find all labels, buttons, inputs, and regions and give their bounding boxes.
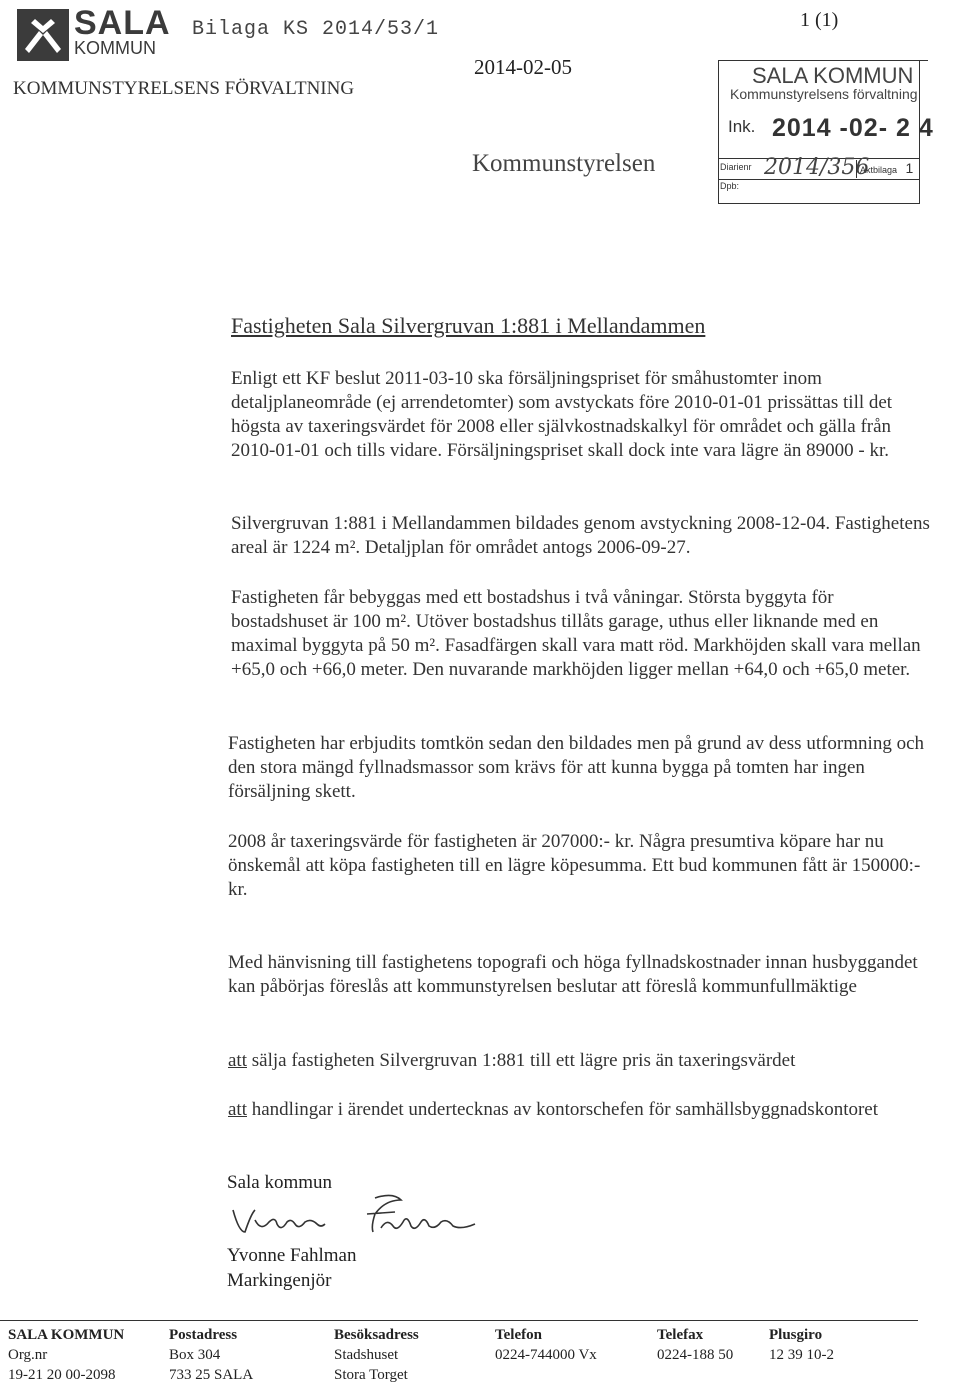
footer-fax xyxy=(657,1325,733,1365)
footer-plusgiro-number: 12 39 10-2 xyxy=(769,1347,834,1363)
stamp-aktbilaga-label: Aktbilaga xyxy=(860,165,898,175)
paragraph-building-rules: Fastigheten får bebyggas med ett bostadshus i två våningar. Största byggyta för bostadshuset är 100 m². Utöver bostadshus tillåts garage, uthus eller liknande med en maximal byggyta på 50 m². Fasadfärgen skall vara matt röd. Markhöjden skall vara mellan +65,0 och +66,0 meter. Den nuvarande markhöjden ligger mellan +64,0 och +65,0 meter. xyxy=(231,587,921,680)
att-word: att xyxy=(228,1050,247,1071)
logo-subname: KOMMUN xyxy=(74,38,156,58)
signer-name: Yvonne Fahlman xyxy=(227,1245,357,1266)
footer-org-number: 19-21 20 00-2098 xyxy=(8,1367,116,1383)
handwritten-signature xyxy=(225,1192,485,1248)
footer-phone-number: 0224-744000 Vx xyxy=(495,1347,597,1363)
attachment-reference: Bilaga KS 2014/53/1 xyxy=(192,18,440,41)
paragraph-valuation: 2008 år taxeringsvärde för fastigheten är 207000:- kr. Några presumtiva köpare har nu önskemål att köpa fastigheten till en lägre köpesumma. Ett bud kommunen fått är 150000:- kr. xyxy=(228,831,921,900)
signer-role: Markingenjör xyxy=(227,1270,332,1291)
proposal-point-documents-text: handlingar i ärendet undertecknas av kontorschefen för samhällsbyggnadskontoret xyxy=(247,1099,879,1120)
proposal-point-sell xyxy=(228,1049,928,1073)
stamp-subtitle: Kommunstyrelsens förvaltning xyxy=(730,86,918,102)
footer-phone-heading: Telefon xyxy=(495,1327,542,1343)
proposal-point-documents xyxy=(228,1098,928,1122)
stamp-dpb-label: Dpb: xyxy=(720,181,740,191)
footer-org-label: Org.nr xyxy=(8,1347,48,1363)
logo-name: SALA xyxy=(74,4,171,42)
footer-postal-address xyxy=(169,1325,253,1385)
department-name: KOMMUNSTYRELSENS FÖRVALTNING xyxy=(13,78,355,99)
stamp-diarienr-label: Diarienr xyxy=(720,162,752,172)
footer-visiting-street: Stora Torget xyxy=(334,1367,408,1383)
footer-postal-city: 733 25 SALA xyxy=(169,1367,254,1383)
paragraph-property-facts: Silvergruvan 1:881 i Mellandammen bildades genom avstyckning 2008-12-04. Fastighetens areal är 1224 m². Detaljplan för området antogs 2006-09-27. xyxy=(231,513,930,558)
signoff: Sala kommun xyxy=(227,1172,333,1193)
recipient: Kommunstyrelsen xyxy=(472,150,656,177)
paragraph-pricing-rule: Enligt ett KF beslut 2011-03-10 ska försäljningspriset för småhustomter inom detaljplaneområde (ej arrendetomter) som avstyckats före 2010-01-01 prissättas till det högsta av taxeringsvärdet för 2008 eller självkostnadskalkyl för området och gälla från 2010-01-01 och tills vidare. Försäljningspriset skall dock inte vara lägre än 89000 - kr. xyxy=(231,368,893,461)
footer-divider xyxy=(0,1320,918,1321)
footer-fax-number: 0224-188 50 xyxy=(657,1347,734,1363)
logo-icon xyxy=(17,9,69,61)
footer-plusgiro xyxy=(769,1325,834,1365)
document-title: Fastigheten Sala Silvergruvan 1:881 i Mellandammen xyxy=(231,313,706,338)
footer-visiting-building: Stadshuset xyxy=(334,1347,399,1363)
footer-postal-heading: Postadress xyxy=(169,1327,238,1343)
paragraph-proposal: Med hänvisning till fastighetens topografi och höga fyllnadskostnader innan husbyggandet kan påbörjas föreslås att kommunstyrelsen beslutar att föreslå kommunfullmäktige xyxy=(228,952,918,997)
stamp-aktbilaga-value: 1 xyxy=(905,160,914,176)
footer-fax-heading: Telefax xyxy=(657,1327,704,1343)
footer-visiting-heading: Besöksadress xyxy=(334,1327,419,1343)
page-number: 1 (1) xyxy=(800,9,839,31)
footer-postal-box: Box 304 xyxy=(169,1347,221,1363)
footer-visiting-address xyxy=(334,1325,419,1385)
proposal-point-sell-text: sälja fastigheten Silvergruvan 1:881 till ett lägre pris än taxeringsvärdet xyxy=(247,1050,796,1071)
footer-plusgiro-heading: Plusgiro xyxy=(769,1327,823,1343)
att-word: att xyxy=(228,1099,247,1120)
paragraph-sales-history: Fastigheten har erbjudits tomtkön sedan den bildades men på grund av dess utformning och den stora mängd fyllnadsmassor som krävs för att kunna bygga på tomten har ingen försäljning skett. xyxy=(228,733,924,802)
stamp-received-date: 2014 -02- 2 4 xyxy=(772,114,934,142)
footer-org-heading: SALA KOMMUN xyxy=(8,1327,125,1343)
stamp-diarienr-value: 2014/356 xyxy=(764,155,870,180)
document-date: 2014-02-05 xyxy=(474,55,572,79)
stamp-ink-label: Ink. xyxy=(728,117,756,136)
footer-organisation xyxy=(8,1325,124,1385)
stamp-title: SALA KOMMUN xyxy=(752,63,914,88)
stamp-aktbilaga xyxy=(856,160,918,178)
footer-phone xyxy=(495,1325,597,1365)
